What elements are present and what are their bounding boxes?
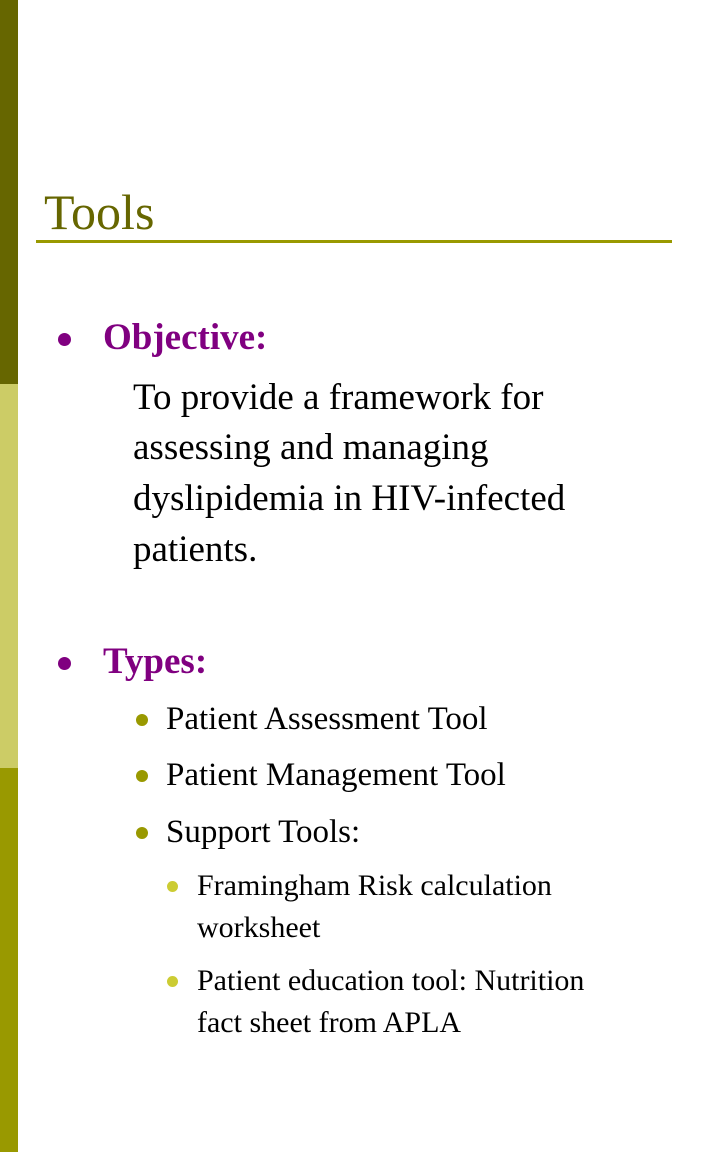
type-item-patient-management: Patient Management Tool [166,757,506,793]
objective-bullet-icon [58,333,71,346]
type-item-support-tools: Support Tools: [166,814,361,850]
types-heading: Types: [103,641,208,682]
title-underline [36,240,672,243]
objective-heading: Objective: [103,317,268,358]
support-tool-bullet-icon [167,881,178,892]
sidebar-segment-bottom [0,768,18,1152]
support-tool-education-line-1: Patient education tool: Nutrition [197,964,585,997]
type-item-bullet-icon [136,770,148,782]
sidebar-segment-top [0,0,18,384]
objective-line-3: dyslipidemia in HIV-infected [133,478,566,519]
type-item-bullet-icon [136,714,148,726]
type-item-patient-assessment: Patient Assessment Tool [166,701,488,737]
objective-line-1: To provide a framework for [133,377,544,418]
sidebar-segment-middle [0,384,18,768]
types-bullet-icon [58,657,71,670]
support-tool-bullet-icon [167,976,178,987]
objective-line-4: patients. [133,529,258,570]
objective-line-2: assessing and managing [133,427,489,468]
support-tool-framingham-line-1: Framingham Risk calculation [197,869,552,902]
slide-title: Tools [44,184,155,240]
support-tool-framingham-line-2: worksheet [197,911,321,944]
support-tool-education-line-2: fact sheet from APLA [197,1006,462,1039]
type-item-bullet-icon [136,827,148,839]
sidebar-color-bar [0,0,18,1152]
